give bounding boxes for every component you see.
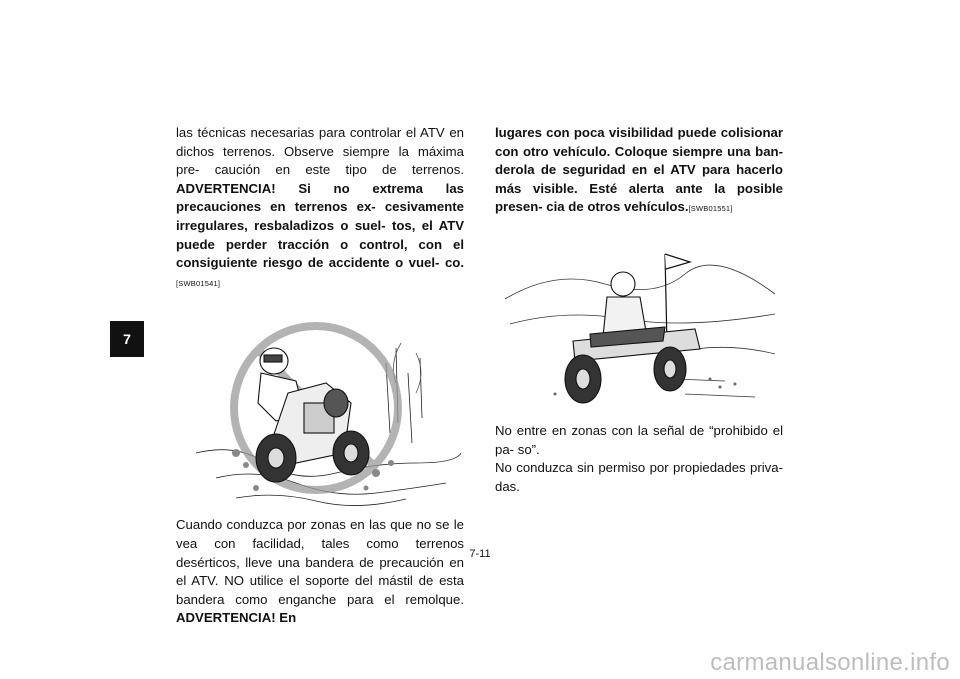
body-text: Cuando conduzca por zonas en las que no se le vea con facilidad, tales como terrenos desérticos, lleve una bandera de precaución en el ATV. NO utilice el soporte del mástil de esta bandera como enganche para el remolque. <box>176 517 464 607</box>
intro-text: las técnicas necesarias para controlar el ATV en dichos terrenos. Observe siempre la máxima pre- caución en este tipo de terrenos. <box>176 125 464 178</box>
page-number: 7-11 <box>469 548 491 560</box>
left-intro-paragraph <box>176 124 464 293</box>
body-warning-start: ADVERTENCIA! En <box>176 610 297 626</box>
atv-rough-terrain-illustration <box>176 303 464 508</box>
atv-flag-illustration <box>495 229 783 414</box>
atv-rider-rear <box>565 272 700 403</box>
right-column <box>495 124 783 496</box>
warning-code: [SWB01541] <box>176 278 221 288</box>
warning-code: [SWB01551] <box>688 204 733 214</box>
chapter-tab: 7 <box>110 321 144 357</box>
atv-rider <box>256 348 369 482</box>
warning-continued: lugares con poca visibilidad puede colisionar con otro vehículo. Coloque siempre una ban- derola de seguridad en el ATV para hacerlo más visible. Esté alerta ante la posible presen- cia de otros vehículos. <box>495 125 783 215</box>
right-warning-paragraph <box>495 124 783 219</box>
warning-text: ADVERTENCIA! Si no extrema las precauciones en terrenos ex- cesivamente irregulares, resbaladizos o suel- tos, el ATV puede perder tracción o control, con el consiguiente riesgo de accidente o vuel- co. <box>176 180 464 271</box>
watermark: carmanualsonline.info <box>710 649 950 676</box>
right-paragraph-1: No entre en zonas con la señal de “prohibido el pa- so”. <box>495 422 783 457</box>
right-paragraph-2: No conduzca sin permiso por propiedades priva- das. <box>495 460 783 494</box>
left-body-paragraph <box>176 516 464 628</box>
